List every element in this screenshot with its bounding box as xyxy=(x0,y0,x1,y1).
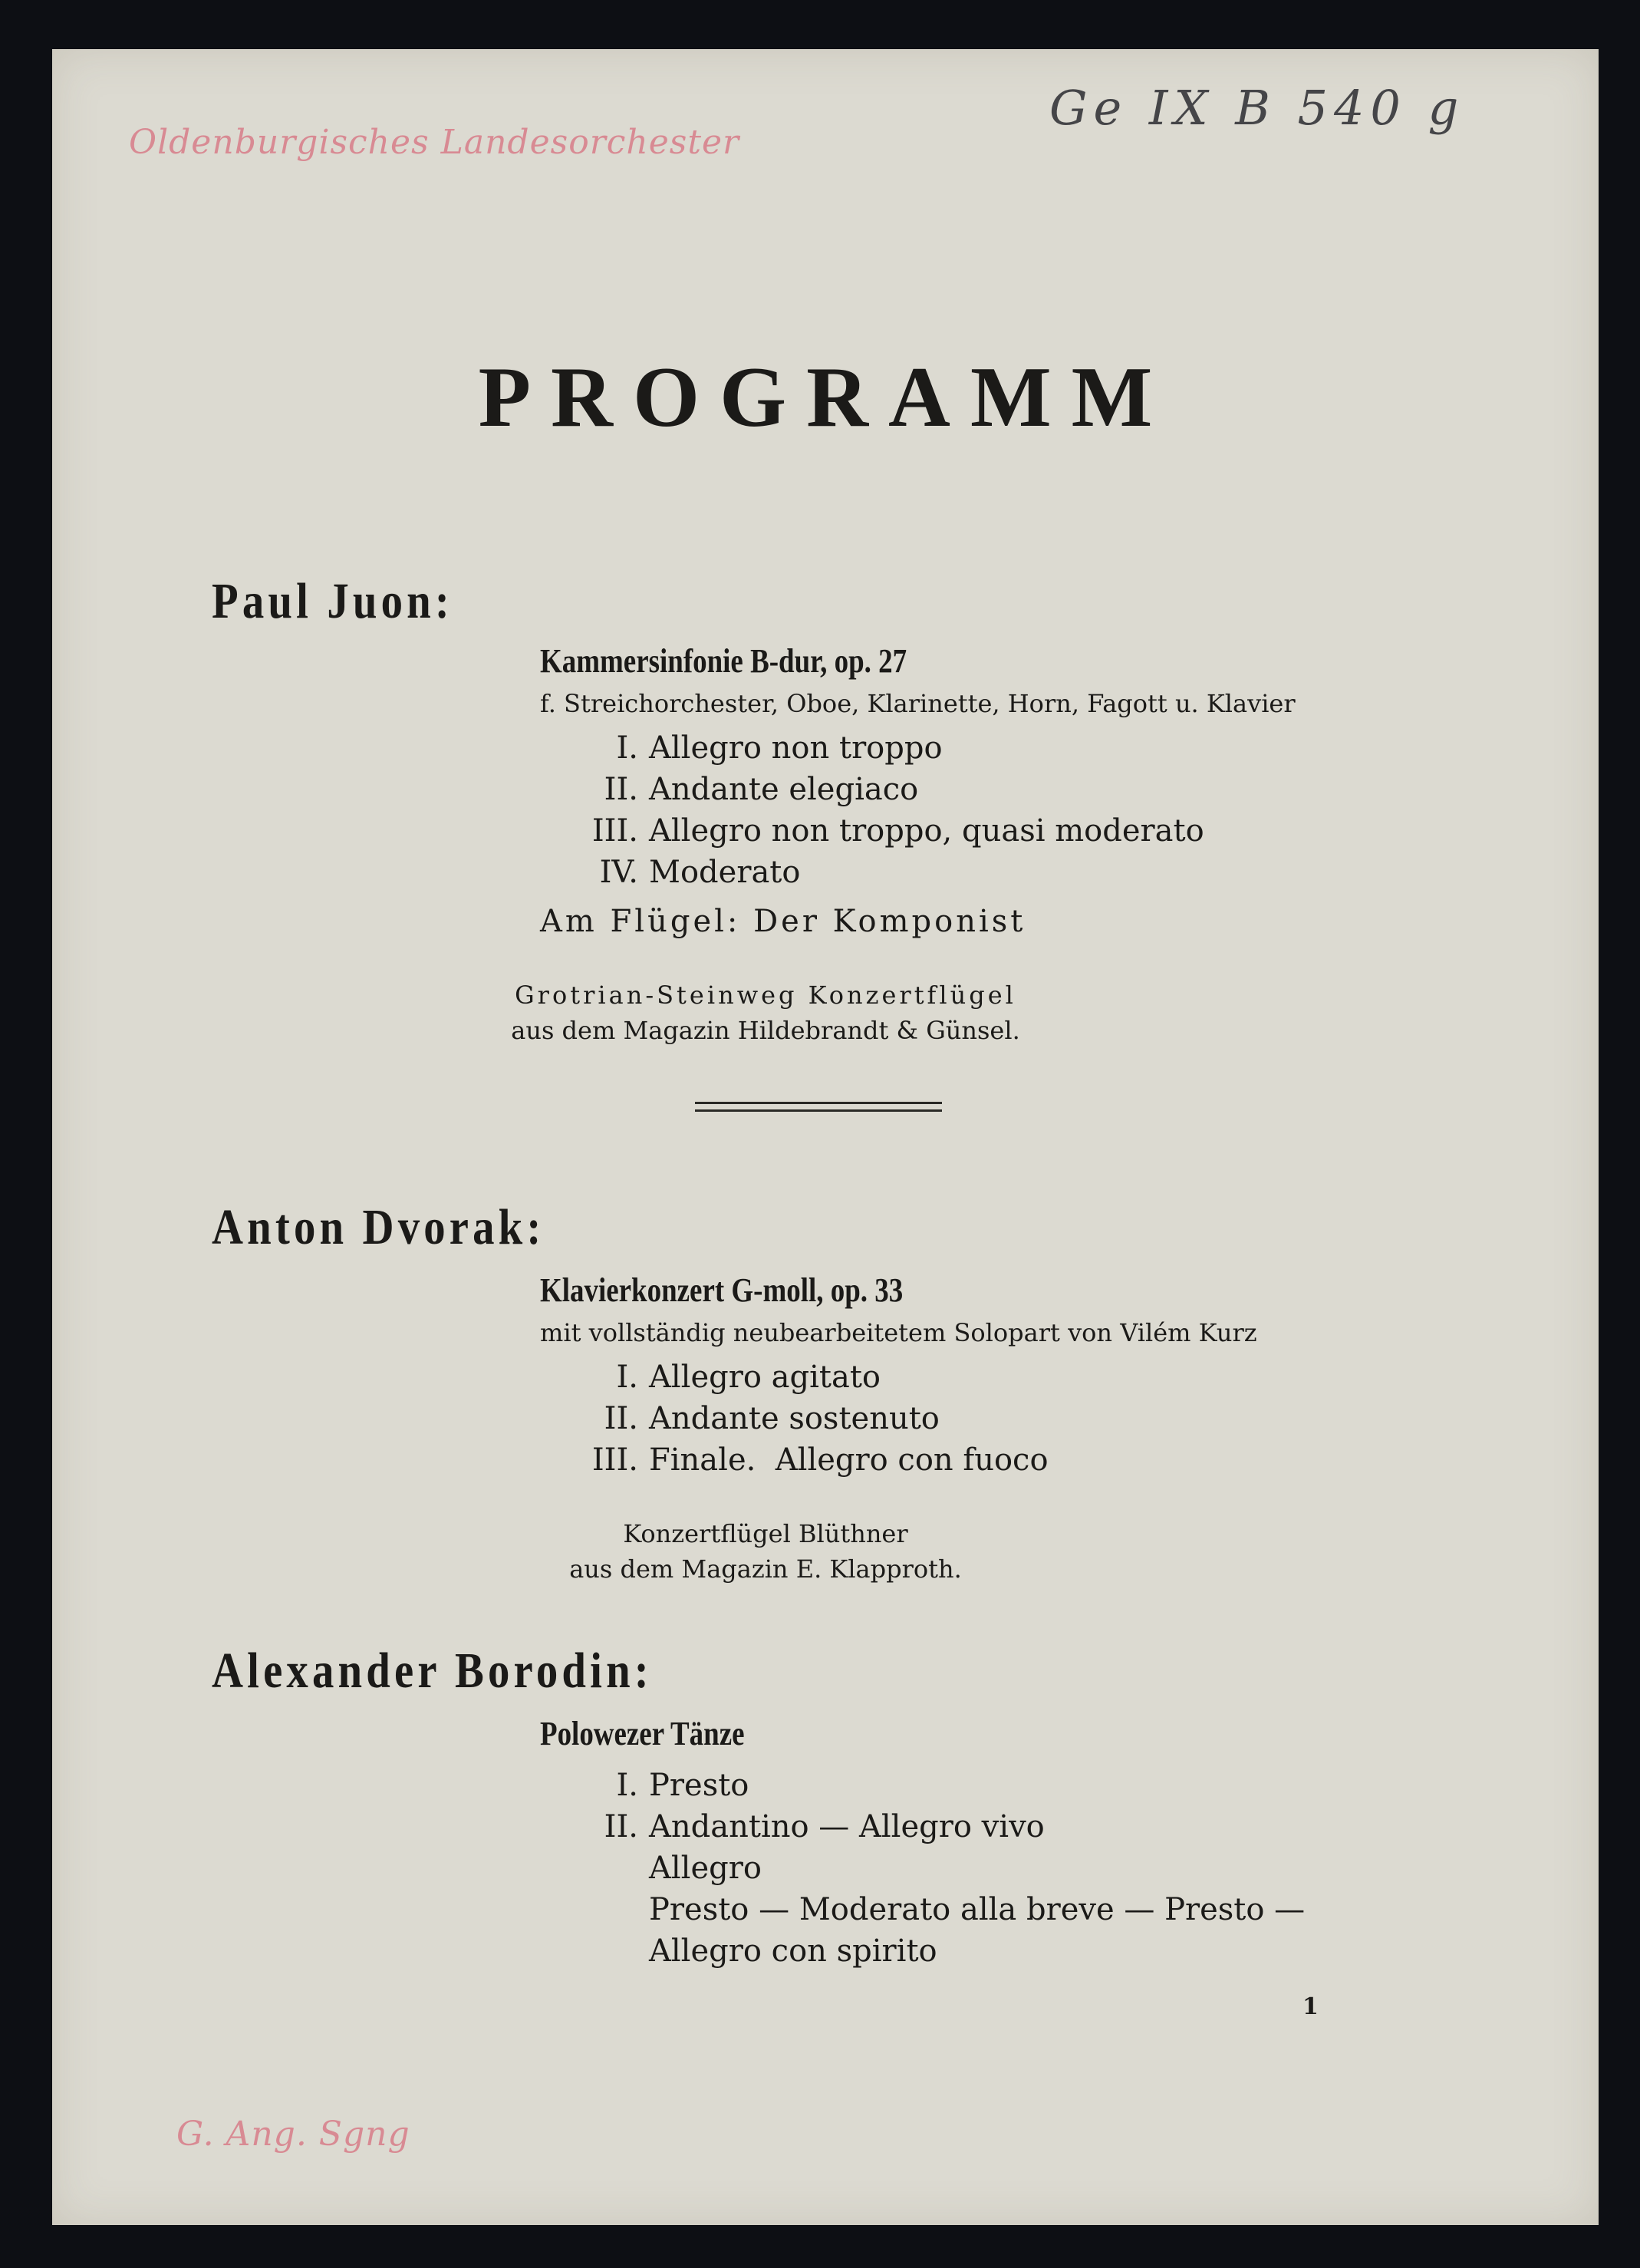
movement-number: II. xyxy=(604,1401,638,1436)
movement-title: Allegro con spirito xyxy=(649,1933,937,1969)
movement-title: Andante elegiaco xyxy=(649,772,919,807)
movement-title: Allegro non troppo, quasi moderato xyxy=(649,813,1204,849)
movement-title: Finale. Allegro con fuoco xyxy=(649,1442,1049,1478)
movement-title: Presto xyxy=(649,1768,749,1803)
page-title: PROGRAMM xyxy=(478,350,1173,445)
movement-row xyxy=(540,1809,1045,1844)
work-subtitle-dvorak: mit vollständig neubearbeitetem Solopart von Vilém Kurz xyxy=(540,1318,1257,1347)
movement-title: Andantino — Allegro vivo xyxy=(649,1809,1045,1844)
work-title-juon: Kammersinfonie B-dur, op. 27 xyxy=(540,642,907,680)
movement-title: Presto — Moderato alla breve — Presto — xyxy=(649,1892,1306,1927)
movement-number: II. xyxy=(604,1809,638,1844)
movement-row xyxy=(540,1933,937,1969)
handwritten-note-bottom-left: G. Ang. Sgng xyxy=(176,2115,410,2154)
movement-row xyxy=(540,730,943,766)
piano-note-text: aus dem Magazin Hildebrandt & Günsel. xyxy=(511,1016,1020,1045)
handwritten-note-top-left: Oldenburgisches Landesorchester xyxy=(129,123,740,162)
page-number: 1 xyxy=(1302,1993,1319,2020)
movement-row xyxy=(540,1851,762,1886)
movement-number: III. xyxy=(591,1442,638,1478)
composer-dvorak: Anton Dvorak: xyxy=(212,1199,545,1255)
movement-row xyxy=(540,1360,881,1395)
movement-number: I. xyxy=(616,730,638,766)
piano-note-text: aus dem Magazin E. Klapproth. xyxy=(569,1554,962,1584)
movement-row xyxy=(540,1442,1049,1478)
work-title-borodin: Polowezer Tänze xyxy=(540,1715,745,1752)
movement-row xyxy=(540,855,800,890)
piano-note-text: Grotrian-Steinweg Konzertflügel xyxy=(515,981,1016,1010)
movement-number: I. xyxy=(616,1768,638,1803)
composer-borodin: Alexander Borodin: xyxy=(212,1643,653,1699)
movement-title: Allegro agitato xyxy=(649,1360,881,1395)
movement-row xyxy=(540,813,1204,849)
movement-number: I. xyxy=(616,1360,638,1395)
piano-note-text: Konzertflügel Blüthner xyxy=(623,1519,908,1548)
movement-title: Allegro non troppo xyxy=(649,730,943,766)
piano-note-line xyxy=(52,1519,1479,1548)
work-subtitle-juon: f. Streichorchester, Oboe, Klarinette, Horn, Fagott u. Klavier xyxy=(540,689,1296,718)
divider-line xyxy=(695,1102,942,1104)
movement-row xyxy=(540,1892,1305,1927)
movement-title: Andante sostenuto xyxy=(649,1401,940,1436)
piano-note-line xyxy=(52,1016,1479,1045)
movement-row xyxy=(540,1768,749,1803)
movement-title: Moderato xyxy=(649,855,801,890)
movement-title: Allegro xyxy=(649,1851,762,1886)
composer-juon: Paul Juon: xyxy=(212,573,453,629)
piano-note-line xyxy=(52,1554,1479,1584)
divider-line xyxy=(695,1109,942,1112)
work-title-dvorak: Klavierkonzert G-moll, op. 33 xyxy=(540,1271,904,1309)
piano-note-line xyxy=(52,981,1479,1010)
movement-row xyxy=(540,772,918,807)
program-page xyxy=(52,49,1599,2225)
movement-number: III. xyxy=(591,813,638,849)
movement-number: IV. xyxy=(599,855,638,890)
performer-credit: Am Flügel: Der Komponist xyxy=(540,904,1026,939)
shelfmark-handwritten: Ge IX B 540 g xyxy=(1049,80,1465,136)
movement-row xyxy=(540,1401,940,1436)
movement-number: II. xyxy=(604,772,638,807)
